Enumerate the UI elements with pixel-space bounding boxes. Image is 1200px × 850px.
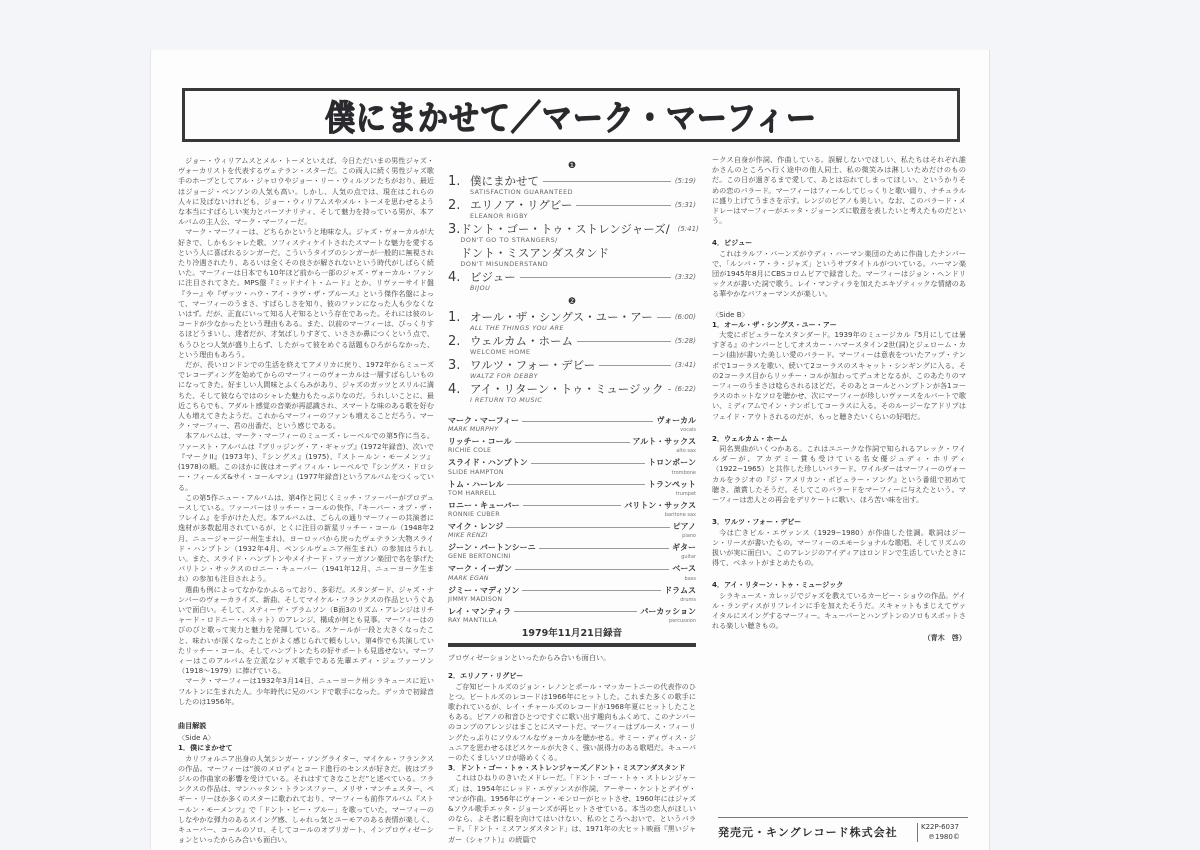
track-duration: (6:00): [674, 313, 696, 322]
track-duration: (5:19): [674, 177, 696, 186]
track-title-jp: ドント・ゴー・トゥ・ストレンジャーズ/: [460, 222, 670, 236]
leader-line: [599, 365, 671, 366]
musician-name-jp: ロニー・キューバー: [448, 500, 520, 510]
musician-name-en: RAY MANTILLA: [448, 617, 498, 625]
personnel-row: [448, 480, 696, 498]
personnel-row: [448, 586, 696, 604]
personnel-row: [448, 543, 696, 561]
instrument-jp: ベース: [672, 564, 696, 574]
instrument-en: trombone: [671, 469, 696, 476]
track-b2-heading: 2．ウェルカム・ホーム: [712, 433, 788, 443]
leader-line: [507, 484, 645, 485]
track-title-jp: オール・ザ・シングス・ユー・アー: [470, 310, 653, 324]
intro-paragraph: 選曲も例によってなかなかふるっており、多彩だ。スタンダード、ジャズ・ナンバーのヴォーカライズ、新曲、そしてマイケル・フランクスの作品というぐあいで面白い。そして、スティーヴ・ブラムソン（B面3のリズム・アレンジはリチャード・ロドニー・ベネット）のアレンジ、構成が何とも見事。マーフィーはのびのびと歌って実力と魅力を発揮している。スケールが一段と大きくなったこと、味わいが深くなったことがよく感じられて頼もしい。第4作でも共演していたリッチー・コール、そしてハンプトンたちの好サポートも見逃せない。マーフィーはこのアルバムを立派なジャズ歌手である先輩エディ・ジェファーソン（1918〜1979）に捧げている。: [178, 584, 434, 676]
track-b3-text: 今は亡きビル・エヴァンス（1929−1980）が作曲した佳調。歌詞はジーン・リースが書いたもの。マーフィーのエモーショナルな歌唱、そしてリズムの扱いが実に面白い。このアレンジのアイディアはロンドンで生活していたときに得て、ベネットがまとめたもの。: [712, 527, 966, 568]
track-a1-text: カリフォルニア出身の人気シンガー・ソングライター、マイケル・フランクスの作品。マーフィーは“彼のメロディとコード進行のセンスが好きだ。彼はブラジルの作曲家の影響を受けている。それはすてきなことだ”と述べている。フランクスの作品は、マンハッタン・トランスファー、メリサ・マンチェスター、ペギー・リーほか多くのスターに歌われており、マーフィーも前作アルバム『ストールン・モーメンツ』で「ドント・ビー・ブルー」を歌っていた。マーフィーのしなやかな弾力のあるスイング感、しゃれっ気とユーモアのある表情が楽しく、キューバー、コールのソロ、そしてコールのオブリガート、インプロヴィゼーションといったからみ合いも面白い。: [178, 753, 434, 845]
track-title-en: SATISFACTION GUARANTEED: [470, 188, 574, 196]
track-title-en-part2: DON'T MISUNDERSTAND: [460, 260, 549, 268]
musician-name-en: RONNIE CUBER: [448, 511, 500, 519]
track-a3-text: これはひねりのきいたメドレーだ。「ドント・ゴー・トゥ・ストレンジャーズ」は、1954年にレッド・エヴァンスが作詞、アーサー・ケントとデイヴ・マンが作曲。1956年にヴォーン・モンローがヒットさせ、1960年にはジャズ&ソウル歌手エッタ・ジョーンズが再ヒットさせている。本当の恋人がほしいのなら、よそ者に眼を向けてはいけない、私のところへおいで、というバラード。「ドント・ミスアンダスタンド」は、1971年の大ヒット映画『黒いジャガー（シャフト）』の続篇で: [448, 773, 696, 844]
musician-name-jp: ジーン・バートンシーニ: [448, 543, 536, 553]
track-title-en: WELCOME HOME: [470, 348, 531, 356]
leader-line: [520, 277, 671, 278]
personnel-row: [448, 458, 696, 476]
leader-line: [506, 527, 669, 528]
musician-name-jp: レイ・マンティラ: [448, 606, 511, 616]
track-a2-heading: 2．エリノア・リグビー: [448, 671, 524, 681]
track-title-jp: エリノア・リグビー: [470, 198, 573, 212]
instrument-en: baritone sax: [664, 512, 696, 519]
track-number: 4.: [448, 270, 461, 285]
instrument-jp: ドラムス: [664, 585, 696, 595]
instrument-jp: トロンボーン: [648, 458, 696, 468]
leader-line: [515, 569, 670, 570]
catalog-number: K22P-6037: [921, 823, 959, 831]
musician-name-en: MARK EGAN: [448, 574, 489, 582]
track-number: 1.: [448, 310, 461, 325]
track-b1-heading: 1．オール・ザ・シングス・ユー・アー: [712, 319, 837, 329]
instrument-en: vocals: [680, 427, 696, 434]
track-title-en: ELEANOR RIGBY: [470, 212, 529, 220]
leader-line: [522, 421, 654, 422]
track-row: [448, 222, 699, 268]
instrument-en: drums: [680, 596, 696, 603]
track-title-jp: ウェルカム・ホーム: [470, 334, 574, 348]
personnel-row: [448, 437, 696, 455]
leader-line: [515, 442, 630, 443]
track-duration: (3:41): [674, 361, 696, 370]
track-b1-text: 大変にポピュラーなスタンダード。1939年のミュージカル『5月にしては暑すぎる』のナンバーとしてオスカー・ハマースタイン2世(詞)とジェローム・カーン(曲)が書いた美しい愛のバラード。マーフィーは意表をついたアップ・テンポで1コーラスを歌い、続いて2コーラスのスキャット・シンギングに入る。その2コーラス目からリッチー・コルが加わってデュオとなるが、このあたりのマーフィーのうまさは唸らされるほどだ。そのあとコールとハンプトンが各1コーラスのホットなソロを聴かせ、次にマーフィーが珍しいヴァースをルバートで歌い、ミディアムでイン・テンポしてコーラスに入る。そのルージーなアドリブはフェイド・アウトされるのだが、もっと聴きたいくらいの好唱だ。: [712, 330, 966, 421]
distributor-label: 発売元・キングレコード株式会社: [718, 826, 898, 839]
musician-name-en: RICHIE COLE: [448, 447, 492, 455]
track-row: [448, 175, 696, 196]
instrument-en: bass: [684, 575, 696, 582]
personnel-row: [448, 607, 696, 625]
leader-line: [523, 505, 622, 506]
track-number: 2.: [448, 334, 461, 349]
side-2-marker: ❷: [567, 297, 577, 307]
track-a4-text: これはラルフ・バーンズがウディ・ハーマン楽団のために作曲したナンバーで、「ルンバ・ア・ラ・ジャズ」というサブタイトルがついている。ハーマン楽団が1945年8月にCBSコロムビアで録音した。マーフィーはジョン・ヘンドリックスが書いた詞で歌う。レイ・マンティラを加えたエキゾティックな情緒のある華やかなパフォーマンスが楽しい。: [712, 248, 966, 299]
track-duration: (3:32): [674, 273, 696, 282]
footer-divider: [718, 817, 968, 818]
instrument-jp: パーカッション: [640, 606, 696, 616]
instrument-jp: トランペット: [648, 479, 696, 489]
track-row: [448, 271, 696, 292]
intro-paragraph: マーク・マーフィーは、どちらかというと地味な人。ジャズ・ヴォーカルが大好きで、しかもシャレた歌、ソフィスティケイトされたスマートな魅力を愛するという人に喜ばれるシンガーだ。こういうタイプのシンガーが一般的に無視されたり冷遇されたり、あるいは全くその良さが解されないという時代がしばらく続いた。マーフィーは日本でも10年ほど前から一部のジャズ・ヴォーカル・ファンに注目されてきた。MPS盤『ミッドナイト・ムード』とか、リヴァーサイド盤『ラー』や『ザッツ・ハウ・アイ・ラヴ・ザ・ブルース』という傑作名盤によって、マーフィーのうまさ、すばらしさを知り、彼のファンになった人も少なくないはず。だが、正直にいって知る人ぞ知るという存在であった。それには彼のレコードが少なかったという理由もある。また、以前のマーフィーは、びっくりするほどうまいし、達者だが、才気ばしりすぎて、いささか鼻につくという点で、もうひとつ人気が盛り上らず、したがって彼をめぐる話題もひろがらなかった、という理由もあろう。: [178, 227, 434, 359]
title-box: [182, 88, 960, 142]
leader-line: [576, 205, 670, 206]
instrument-en: alto sax: [676, 448, 696, 455]
instrument-en: trumpet: [675, 490, 696, 497]
intro-column: [178, 156, 434, 845]
musician-name-en: TOM HARRELL: [448, 489, 497, 497]
leader-line: [539, 548, 669, 549]
track-number: 2.: [448, 198, 461, 213]
tracklist-column: [448, 160, 699, 845]
recording-date: 1979年11月21日録音: [521, 628, 623, 640]
musician-name-jp: ジミー・マディソン: [448, 585, 520, 595]
leader-line: [522, 590, 661, 591]
track-row: [448, 383, 696, 404]
commentary-heading: 曲目解説: [178, 720, 207, 730]
track-a2-text: ご存知ビートルズのジョン・レノンとポール・マッカートニーの代表作のひとつ。ビートルズのレコードは1966年にヒットした。これまた多くの歌手に歌われているが、レイ・チャールズのレコードが1968年夏にヒットしたこともある。ピアノの和音ひとつですぐに歌い出す趣向もふくめて、このナンバーのコンプのアレンジはまことにスマートだ。マーフィーはブルース・フィーリングたっぷりにソウルフルなヴォーカルを聴かせる。サミー・ディヴィス・ジュニアを思わせるほどスケールが大きく、強い説得力のある歌唱だ。キューバーのたくましいソロが絡めくくる。: [448, 681, 696, 763]
personnel-row: [448, 522, 696, 540]
instrument-jp: バリトン・サックス: [624, 500, 696, 510]
track-duration: (6:22): [674, 385, 696, 394]
leader-line: [543, 181, 671, 182]
personnel-row: [448, 501, 696, 519]
track-row: [448, 335, 696, 356]
commentary-column: [712, 155, 966, 644]
track-a1-heading: 1．僕にまかせて: [178, 743, 233, 753]
side-a-label: 〈Side A〉: [178, 733, 215, 743]
personnel-row: [448, 564, 696, 582]
track-b2-text: 同名異曲がいくつかある。これはユニークな作詞で知られるアレック・ワイルダーが、アカデミー賞も受けている名女優ジュディ・ホリディ（1922−1965）と共作した珍しいバラード。ワイルダーはマーフィーのヴォーカルをラジオの『ジ・アメリカン・ポピュラー・ソング』という番組で初めて聴き、激賞したそうだ。そしてこのバラードをマーフィーに与えたという。マーフィーは恋人との再会をデリケートに歌い、ほろ苦い味を出す。: [712, 444, 966, 505]
track-title-jp: 僕にまかせて: [470, 174, 539, 188]
leader-line: [668, 389, 671, 390]
track-a3-heading: 3．ドント・ゴー・トゥ・ストレンジャーズ／ドント・ミスアンダスタンド: [448, 763, 686, 773]
track-a3-text-continued: ークス自身が作詞、作曲している。誤解しないでほしい、私たちはそれぞれ誰かさんのところへ行く途中の他人同士、私の微笑みは淋しいためだけのものだ。この日が過ぎるまで愛して、あとは忘れてしまってほしい、というかりそめの恋のバラード。マーフィーはフィールしてじっくりと歌い綴り、ナチュラルに盛り上げてうまさを示す。レンジのピアノも美しい。なお、このバラード・メドレーはマーフィーがエッタ・ジョーンズに敬意を表したいと考えたものだという。: [712, 155, 966, 226]
track-duration: (5:41): [677, 225, 699, 234]
intro-paragraph: ジョー・ウィリアムスとメル・トーメといえば、今日ただいまの男性ジャズ・ヴォーカリストを代表するヴェテラン・スターだ。この両人に続く男性ジャズ歌手のホープとしてアル・ジャロウやジョー・リー・ウィルソンたちがおり、最近はジョージ・ベンソンの人気も高い。しかし、人気の点では、現在はこれらの人々に及ばないけれども、ジョー・ウィリアムスやメル・トーメを思わせるような本当にすばらしい実力とパーソナリティ、そして魅力を持っている男が、本アルバムの主人公、マーク・マーフィーだ。: [178, 156, 434, 227]
instrument-jp: ピアノ: [672, 522, 696, 532]
instrument-en: percussion: [669, 618, 696, 625]
personnel-list: [448, 416, 696, 625]
instrument-jp: アルト・サックス: [632, 437, 696, 447]
musician-name-en: SLIDE HAMPTON: [448, 468, 504, 476]
track-row: [448, 359, 696, 380]
leader-line: [514, 611, 637, 612]
instrument-jp: ヴォーカル: [656, 416, 696, 425]
track-title-en: WALTZ FOR DEBBY: [470, 372, 539, 380]
musician-name-jp: スライド・ハンプトン: [448, 458, 528, 468]
instrument-en: piano: [682, 533, 696, 540]
intro-paragraph: だが、長いロンドンでの生活を終えてアメリカに戻り、1972年からミューズでレコーディングを始めてからのマーフィーのヴォーカルは一層すばらしいものになってきた。好ましい人間味とふくらみがあり、ジャズのガッツとスリルに満ちた、そして彼ならではのシャレた魅力もたっぷりなのだ。うれしいことに、最近こちらでも、アダルト感覚の音楽が再認識され、スマートな味のある歌を好む人も増えてきたようだ。これからマーフィーのファンも増えることだろう。マーク・マーフィー、君の出番だ、という感じである。: [178, 360, 434, 431]
musician-name-en: MIKE RENZI: [448, 532, 488, 540]
musician-name-en: MARK MURPHY: [448, 426, 499, 434]
musician-name-en: JIMMY MADISON: [448, 595, 503, 603]
musician-name-jp: リッチー・コール: [448, 437, 512, 447]
track-row: [448, 311, 696, 332]
leader-line: [531, 463, 645, 464]
musician-name-jp: マーク・マーフィー: [448, 416, 519, 425]
intro-paragraph: 本アルバムは、マーク・マーフィーのミューズ・レーベルでの第5作に当る。ファースト・アルバムは『ブリッジング・ア・ギャップ』(1972年録音)、次いで『マークII』(1973年)、『シングス』(1975)、『ストールン・モーメンツ』(1978)の順。このほかに彼はオーディフィル・レーベルで『シングス・ドロシー・フィールズ&サイ・コールマン』(1977年録音)というアルバムをつくっている。: [178, 431, 434, 492]
track-title-en: DON'T GO TO STRANGERS/: [460, 236, 558, 244]
instrument-en: guitar: [681, 554, 696, 561]
track-title-en: BIJOU: [470, 284, 491, 292]
track-title-en: I RETURN TO MUSIC: [470, 396, 543, 404]
track-title-jp: アイ・リターン・トゥ・ミュージック: [470, 382, 664, 396]
footer-separator: [917, 823, 918, 842]
track-number: 3.: [448, 222, 461, 237]
leader-line: [657, 317, 671, 318]
musician-name-en: GENE BERTONCINI: [448, 553, 511, 561]
track-title-jp-part2: ドント・ミスアンダスタンド: [460, 246, 609, 260]
track-number: 4.: [448, 382, 461, 397]
track-b4-heading: 4．アイ・リターン・トゥ・ミュージック: [712, 580, 844, 590]
track-a1-text-continued: プロヴィゼーションといったからみ合いも面白い。: [448, 653, 611, 663]
musician-name-jp: マーク・イーガン: [448, 564, 512, 574]
divider: [448, 643, 696, 647]
track-b4-text: シラキュース・カレッジでジャズを教えているカービー・ショウの作品。ゲイル・ランディスがリフレインに手を加えたそうだ。スキャットもまじえてヴァイタルにスイングするマーフィー。キューバーとハンプトンのソロもスポットされる楽しい聴きもの。: [712, 590, 966, 631]
musician-name-jp: マイク・レンジ: [448, 522, 504, 532]
track-title-jp: ワルツ・フォー・デビー: [470, 358, 596, 372]
personnel-row: [448, 416, 696, 434]
track-number: 3.: [448, 358, 461, 373]
author-credit: （青木 啓）: [923, 633, 966, 643]
track-duration: (5:28): [674, 337, 696, 346]
side-b-label: 〈Side B〉: [712, 309, 749, 319]
track-a4-heading: 4．ビジュー: [712, 238, 753, 248]
copyright-year: ℗1980©: [928, 833, 960, 841]
album-title: 僕にまかせて／マーク・マーフィー: [324, 98, 818, 140]
side-1-marker: ❶: [567, 161, 577, 171]
track-number: 1.: [448, 174, 461, 189]
track-b3-heading: 3．ワルツ・フォー・デビー: [712, 517, 802, 527]
intro-paragraph: マーク・マーフィーは1932年3月14日、ニューヨーク州シラキュースに近いフルトンに生まれた人。少年時代に兄のバンドで歌手になった。デッカで初録音したのは1956年。: [178, 676, 434, 706]
track-title-en: ALL THE THINGS YOU ARE: [470, 324, 565, 332]
intro-paragraph: この第5作ニュー・アルバムは、第4作と同じくミッチ・ファーバーがプロデュースしている。ファーバーはリッチー・コールの快作、『キーパー・オブ・ザ・フレイム』を手がけた人だ。本アルバムは、ごらんの通りマーフィーの共演者に逸材が多数起用されているが、とくに注目の新星リッチー・コール（1948年2月、ニュージャージー州生まれ)、ヨーロッパから戻ったヴェテラン大物スライド・ハンプトン（1932年4月、ペンシルヴェニア州生まれ）の参加はうれしい。また、スライド・ハンプトンやメイナード・ファーガソン楽団で名を挙げたバリトン・サックスのロニー・キューバー（1941年12月、ニューヨーク生まれ）の参加も注目されよう。: [178, 492, 434, 584]
track-duration: (5:31): [674, 201, 696, 210]
instrument-jp: ギター: [672, 543, 696, 553]
track-title-jp: ビジュー: [470, 270, 516, 284]
leader-line: [577, 341, 671, 342]
musician-name-jp: トム・ハーレル: [448, 479, 504, 489]
track-row: [448, 199, 696, 220]
